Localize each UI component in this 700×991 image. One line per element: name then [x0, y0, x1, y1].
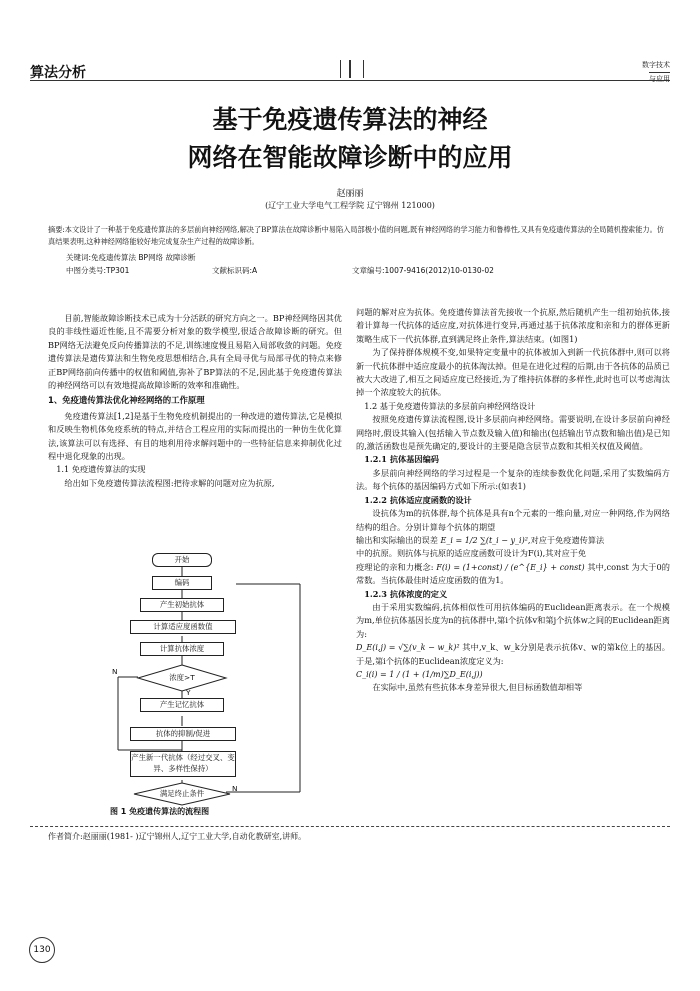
journal-logo [598, 58, 670, 82]
error-text-tail: ,对应于免疫遗传算法 [527, 534, 605, 545]
logo-bottom-text: 与应用 [649, 72, 670, 84]
right-paragraph-9: 由于采用实数编码,抗体相似性可用抗体编码的Euclidean距离表示。在一个规模为m,单位抗体基因长度为n的抗体群中,第i个抗体v和第j个抗体w之间的Euclidean距离为: [356, 601, 670, 639]
right-paragraph-6 [356, 534, 670, 547]
left-column [48, 312, 342, 490]
subsection-1-2-3-heading: 1.2.3 抗体浓度的定义 [364, 588, 448, 599]
abstract: 摘要:本文设计了一种基于免疫遗传算法的多层前向神经网络,解决了BP算法在故障诊断中易陷入局部极小值的问题,既有神经网络的学习能力和鲁棒性,又具有免疫遗传算法的全局随机搜索能力。仿真结果表明,这种神经网络能较好地完成复杂生产过程的故障诊断。 [48, 225, 664, 246]
right-paragraph-8 [356, 561, 670, 588]
keywords: 关键词:免疫遗传算法 BP网络 故障诊断 [66, 253, 196, 262]
distance-formula-line [356, 641, 670, 668]
subsection-1-1-paragraph: 给出如下免疫遗传算法流程图:把待求解的问题对应为抗原, [64, 477, 275, 488]
right-paragraph-7: 中的抗原。则抗体与抗原的适应度函数可设计为F(i),其对应于免 [356, 548, 587, 559]
header-rule [30, 80, 670, 81]
document-code: 文献标识码:A [212, 266, 258, 275]
flow-memory: 产生记忆抗体 [140, 698, 224, 712]
subsection-1-1-heading: 1.1 免疫遗传算法的实现 [56, 464, 146, 475]
flow-no-label: N [112, 667, 118, 676]
subsection-1-2-2-heading: 1.2.2 抗体适应度函数的设计 [364, 494, 472, 505]
flow-encode: 编码 [152, 576, 212, 590]
flow-decision: 浓度>T [169, 673, 195, 682]
header-decoration [340, 60, 364, 78]
footnote-rule [30, 826, 670, 827]
flow-init-antibody: 产生初始抗体 [140, 598, 224, 612]
right-paragraph-5: 设抗体为m的抗体群,每个抗体是具有n个元素的一维向量,对应一种网络,作为网络结构的组合。分别计算每个抗体的期望 [356, 508, 670, 532]
section-1-heading: 1、免疫遗传算法优化神经网络的工作原理 [48, 395, 205, 406]
error-text: 输出和实际输出的误差 [356, 534, 438, 545]
intro-paragraph: 目前,智能故障诊断技术已成为十分活跃的研究方向之一。BP神经网络因其优良的非线性逼近性能,且不需要分析对象的数学模型,很适合故障诊断的研究。但BP网络无法避免反向传播算法的不足,训练速度慢且易陷入局部收敛的问题。免疫遗传算法是遗传算法和生物免疫思想相结合,具有全局寻优与局部寻优的特点来修正BP网络前向传播中的权值和阈值,弥补了BP算法的不足,因此基于免疫遗传算法的神经网络可以有效地提高故障诊断的效率和准确性。 [48, 313, 342, 391]
subsection-1-2-heading: 1.2 基于免疫遗传算法的多层前向神经网络设计 [364, 400, 536, 411]
clc-number: 中图分类号:TP301 [66, 266, 130, 275]
page-number: 130 [29, 937, 55, 963]
concentration-formula-line [356, 668, 670, 681]
flow-no-label-2: N [232, 784, 238, 793]
title-line-1: 基于免疫遗传算法的神经 [212, 105, 488, 134]
distance-text: 其中,v_k、w_k分别是表示抗体v、w的第k位上的基因。于是,第i个抗体的Euclidean浓度定义为: [356, 642, 670, 666]
flow-yes-label: Y [186, 688, 191, 697]
right-paragraph-2: 为了保持群体规模不变,如果特定变量中的抗体被加入到新一代抗体群中,则可以将新一代抗体群中适应度最小的抗体淘汰掉。但是在进化过程的后期,由于各抗体的品质已被大大改进了,相互之间适应度已经接近,为了维持抗体群的多样性,此时也可以考虑淘汰掉一个浓度较大的抗体。 [356, 347, 670, 398]
affinity-formula: F(i) = (1+const) / (e^{E_i} + const) [436, 562, 585, 572]
distance-formula: D_E(i,j) = √∑(v_k − w_k)² [356, 643, 460, 653]
figure-caption: 图 1 免疫遗传算法的流程图 [110, 807, 210, 816]
flow-concentration: 计算抗体浓度 [140, 642, 224, 656]
flow-suppress: 抗体的抑制/促进 [130, 727, 236, 741]
section-heading: 算法分析 [30, 65, 86, 81]
right-column [356, 306, 670, 695]
flow-new-generation: 产生新一代抗体（经过交叉、变异、多样性保持） [130, 751, 236, 777]
affinity-text-tail: 其中,const 为大于0的常数。当抗体最佳时适应度函数的值为1。 [356, 561, 670, 586]
right-paragraph-3: 按照免疫遗传算法流程图,设计多层前向神经网络。需要说明,在设计多层前向神经网络时,假设其输入(包括输入节点数及输入值)和输出(包括输出节点数和输出值)是已知的,激活函数也是预先确定的,要设计的主要是隐含层节点数和其相关权值及阈值。 [356, 414, 670, 452]
right-paragraph-11: 在实际中,虽然有些抗体本身差异很大,但目标函数值却相等 [372, 682, 583, 693]
right-paragraph-1: 问题的解对应为抗体。免疫遗传算法首先接收一个抗原,然后随机产生一组初始抗体,接着计算每一代抗体的适应度,对抗体进行变异,再通过基于抗体浓度和亲和力的群体更新策略生成下一代抗体群,直到满足终止条件,算法结束。(如图1) [356, 307, 670, 344]
author-footnote: 作者简介:赵丽丽(1981- )辽宁锦州人,辽宁工业大学,自动化教研室,讲师。 [48, 832, 307, 841]
flow-start: 开始 [152, 553, 212, 567]
error-formula: E_i = 1/2 ∑(t_i − y_i)² [440, 535, 528, 545]
flow-terminate: 满足终止条件 [159, 789, 205, 798]
right-paragraph-4: 多层前向神经网络的学习过程是一个复杂的连续参数优化问题,采用了实数编码方法。每个抗体的基因编码方式如下所示:(如表1) [356, 467, 670, 492]
logo-top-text: 数字技术 [642, 61, 670, 69]
section-1-paragraph: 免疫遗传算法[1,2]是基于生物免疫机制提出的一种改进的遗传算法,它是模拟和反映生物机体免疫系统的特点,并结合工程应用的实际而提出的一种仿生优化算法,该算法可以有选择、有目的地利用待求解问题中的一些特征信息来抑制优化过程中退化现象的出现。 [48, 410, 342, 462]
affiliation: (辽宁工业大学电气工程学院 辽宁锦州 121000) [265, 201, 435, 210]
affinity-text: 疫理论的亲和力概念: [356, 561, 434, 572]
title-line-2: 网络在智能故障诊断中的应用 [187, 143, 513, 172]
subsection-1-2-1-heading: 1.2.1 抗体基因编码 [364, 454, 439, 465]
concentration-formula: C_i(i) = 1 / (1 + (1/m)∑D_E(i,j)) [356, 669, 483, 679]
author: 赵丽丽 [336, 189, 364, 199]
article-number: 文章编号:1007-9416(2012)10-0130-02 [352, 266, 494, 275]
flow-fitness: 计算适应度函数值 [130, 620, 236, 634]
